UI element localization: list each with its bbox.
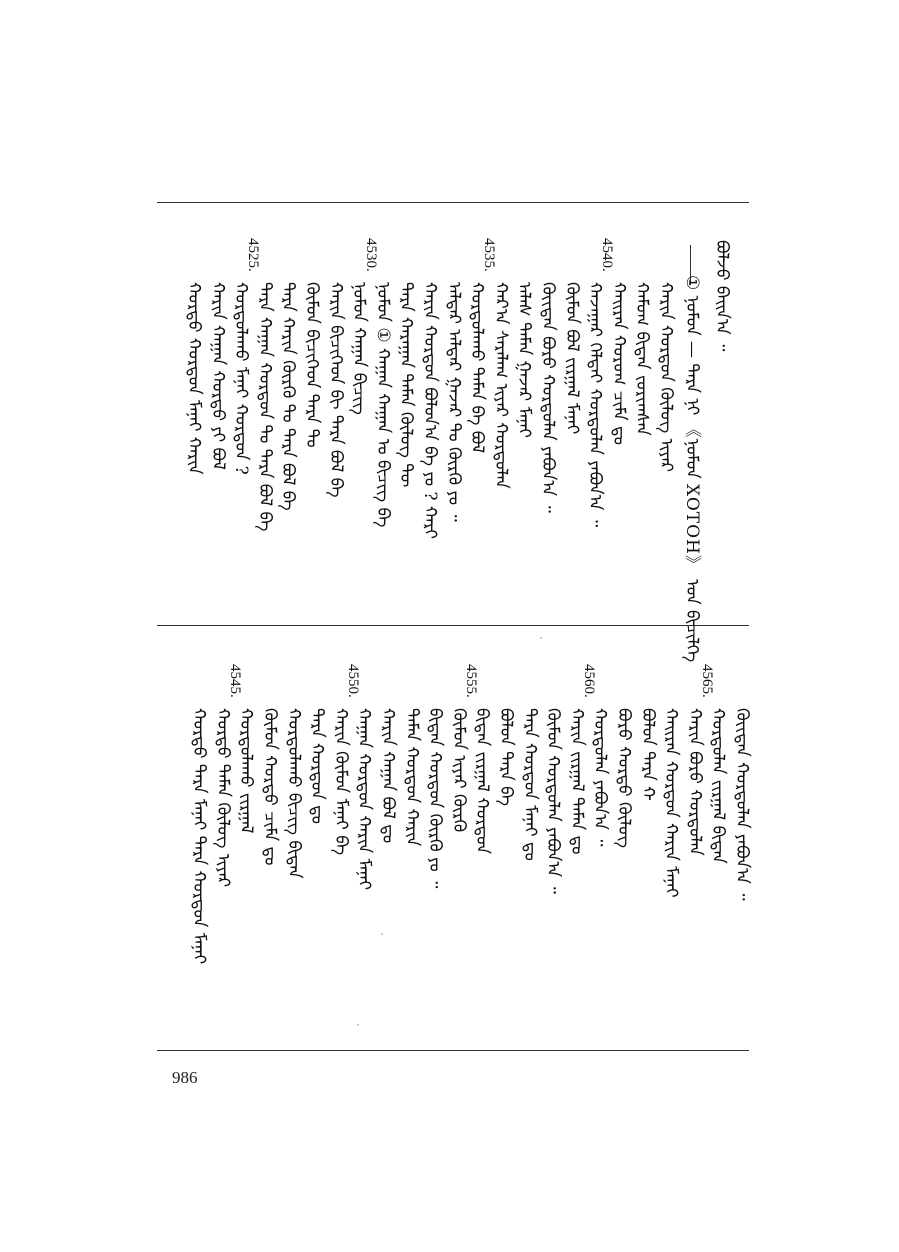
- verse-text: ᠲᠡᠷᠡ ᠬᠠᠷᠢᠨ ᠬᠦᠷᠬᠦ ᠲᠤ ᠲᠡᠷᠡ ᠪᠣᠯ ᠪᠠ: [278, 282, 299, 511]
- verse-text: ᠬᠦᠢᠲᠡᠨ ᠬᠤᠷᠳᠤᠯᠠᠨ ᠶᠠᠪᠤᠨ᠎ᠠ ᠃: [732, 708, 752, 901]
- verse-text: ᠬᠤᠷᠳᠤᠯᠠᠨ ᠶᠠᠪᠤᠨ᠎ᠠ ᠃: [590, 708, 611, 847]
- verse-text: ᠠᠯᠠᠰ ᠲᠡᠮᠡᠨ ᠭᠠᠵᠠᠷ ᠮᠠᠨᠠᠢ: [514, 282, 535, 438]
- verse-text: ᠬᠠᠢᠷᠠᠨ ᠬᠤᠷᠳᠤᠨ ᠬᠠᠷᠢᠨ ᠮᠠᠨᠠᠢ: [661, 708, 682, 898]
- verse-text: ᠲᠡᠷᠡ ᠬᠠᠷᠠᠭᠠᠨ ᠲᠡᠮᠡᠨ ᠬᠦᠯᠦᠭ ᠲᠦ: [396, 282, 417, 488]
- middle-rule: [157, 625, 749, 626]
- verse-text: ᠬᠠᠷᠢᠨ ᠵᠢᠷᠭᠠᠯ ᠲᠡᠮᠡᠨ ᠳᠤ: [566, 708, 587, 855]
- line-number: 4540.: [599, 238, 616, 272]
- verse-text: ᠬᠦᠮᠦᠨ ᠪᠢᠴᠢᠭᠡᠳ ᠲᠡᠷᠡ ᠲᠤ: [302, 282, 322, 448]
- line-number: 4565.: [698, 664, 715, 698]
- verse-text: ᠬᠦᠮᠦᠨ ᠬᠤᠷᠳᠤ ᠴᠢᠮᠡ ᠳᠤ: [260, 708, 280, 866]
- verse-text: ᠬᠦᠮᠦᠨ ᠪᠣᠯ ᠵᠢᠷᠭᠠᠯ ᠮᠠᠨᠠᠢ: [561, 282, 582, 435]
- top-rule: [157, 202, 749, 203]
- verse-text: ᠬᠠᠵᠠᠭᠠᠷ ᠬᠡᠯᠲᠡᠢ ᠬᠤᠷᠳᠤᠯᠠᠨ ᠶᠠᠪᠤᠨ᠎ᠠ ᠃: [585, 282, 606, 528]
- verse-text: ᠬᠤᠷᠳᠤᠯᠠᠬᠤ ᠪᠢᠴᠢᠭ ᠪᠢᠳᠡᠨ: [283, 708, 304, 879]
- verse-text: ᠲᠡᠷᠡ ᠬᠠᠭᠠᠨ ᠬᠤᠷᠳᠤᠨ ᠲᠤ ᠲᠡᠷᠡ ᠪᠣᠯ ᠪᠠ: [254, 282, 275, 532]
- verse-text: ᠲᠡᠷᠡ ᠬᠤᠷᠳᠤᠨ ᠮᠠᠨᠠᠢ ᠳᠤ: [519, 708, 540, 861]
- verse-text: ᠪᠢᠳᠡᠨ ᠵᠢᠷᠭᠠᠯ ᠬᠤᠷᠳᠤᠨ: [472, 708, 493, 855]
- verse-text: ᠬᠠᠷᠢᠨ ᠬᠦᠮᠦᠨ ᠮᠠᠨᠠᠢ ᠪᠠ: [330, 708, 351, 856]
- verse-text: ᠬᠠᠷᠢᠨ ᠬᠤᠷᠳᠤᠨ ᠪᠣᠯᠤᠨ᠎ᠠ ᠪᠠ ᠶᠤ ? ᠬᠠᠷᠢ: [420, 282, 440, 539]
- line-number: 4545.: [226, 664, 243, 698]
- bottom-rule: [157, 1050, 749, 1051]
- verse-text: ᠬᠠᠷᠢᠨ ᠬᠤᠷᠳᠤᠨ ᠬᠦᠯᠦᠭ ᠢᠶᠡᠷ: [656, 282, 676, 472]
- footnote-text: ① ᠨᠣᠮᠤᠨ — ᠲᠡᠷᠡ ᠨᠢ 《ᠨᠣᠮᠤᠨ XOTOH》 ᠤᠨ ᠪᠢᠴᠢᠯᠭᠡ: [682, 275, 702, 663]
- verse-text: ᠬᠤᠷᠳᠤᠯᠠᠨ ᠵᠢᠷᠭᠠᠯ ᠪᠢᠳᠡᠨ: [708, 708, 729, 864]
- line-number: 4560.: [580, 664, 597, 698]
- verse-text: ᠲᠡᠷᠡ ᠬᠤᠷᠳᠤᠨ ᠳᠤ: [307, 708, 328, 825]
- verse-text: ᠪᠣᠯᠤᠨ ᠲᠡᠷᠡ ᠪᠠ: [496, 708, 516, 807]
- verse-text: ᠪᠢᠳᠡᠨ ᠬᠤᠷᠳᠤᠨ ᠬᠦᠷᠬᠦ ᠶᠤ ᠃: [425, 708, 446, 889]
- scan-speck: [357, 1024, 359, 1026]
- verse-text: ᠬᠦᠮᠦᠨ ᠬᠤᠷᠳᠤᠯᠠᠨ ᠶᠠᠪᠤᠨ᠎ᠠ ᠃: [543, 708, 564, 894]
- verse-text: ᠬᠤᠷᠳᠤᠯᠠᠬᠤ ᠵᠢᠷᠭᠠᠯ: [236, 708, 257, 834]
- scan-speck: [381, 933, 383, 935]
- verse-text: ᠬᠤᠷᠳᠤᠯᠠᠬᠤ ᠲᠡᠮᠡᠨ ᠪᠠ ᠪᠣᠯ: [467, 282, 488, 454]
- verse-text: ᠨᠣᠮᠤᠨ ᠬᠠᠭᠠᠨ ᠪᠢᠴᠢᠭ: [349, 282, 370, 415]
- verse-text: ᠬᠤᠷᠳᠤ ᠲᠡᠮᠡᠨ ᠬᠦᠯᠦᠭ ᠢᠶᠡᠷ: [212, 708, 233, 888]
- line-number: 4555.: [462, 664, 479, 698]
- verse-text: ᠲᠡᠮᠡᠨ ᠬᠤᠷᠳᠤᠨ ᠬᠠᠷᠢᠨ: [401, 708, 422, 847]
- verse-text: ᠬᠤᠷᠳᠤ ᠬᠤᠷᠳᠤᠨ ᠮᠠᠨᠠᠢ ᠬᠠᠷᠢᠨ: [184, 282, 204, 475]
- verse-text: ᠪᠣᠯᠤᠨ ᠲᠡᠷᠡ ᠬ: [637, 708, 658, 801]
- line-number: 4535.: [481, 238, 498, 272]
- footnote-continuation-text: ᠪᠣᠯᠵᠤ ᠪᠠᠢᠨ᠎ᠠ ᠃: [712, 240, 732, 352]
- verse-text: ᠪᠣᠷᠤ ᠬᠤᠷᠳᠤ ᠬᠦᠯᠦᠭ: [614, 708, 634, 849]
- page-number: 986: [172, 1068, 198, 1087]
- line-number: 4550.: [344, 664, 361, 698]
- verse-text: ᠬᠠᠷᠢᠨ ᠬᠠᠭᠠᠨ ᠪᠣᠯ ᠳᠤ: [378, 708, 398, 844]
- verse-text: ᠬᠠᠮᠤᠭ ᠪᠢᠳᠡᠨ ᠵᠣᠷᠢᠭᠰᠠᠨ: [632, 282, 653, 436]
- verse-text: ᠬᠠᠢᠷᠠᠨ ᠬᠤᠷᠤᠭ ᠴᠢᠮᠡ ᠳᠤ: [608, 282, 629, 445]
- line-number: 4525.: [245, 238, 262, 272]
- verse-text: ᠬᠤᠷᠳᠤ ᠲᠡᠷᠡ ᠮᠠᠨᠠᠢ ᠲᠡᠷᠡ ᠬᠤᠷᠳᠤᠨ ᠮᠠᠨᠠᠢ: [189, 708, 210, 965]
- verse-text: ᠬᠠᠷᠢᠨ ᠪᠣᠷᠤ ᠬᠤᠷᠳᠤᠯᠠᠨ: [684, 708, 705, 856]
- verse-text: ᠬᠤᠷᠳᠤᠯᠠᠬᠤ ᠮᠠᠨᠠᠢ ᠬᠤᠷᠳᠤᠨ ?: [231, 282, 252, 475]
- verse-text: ᠬᠠᠷ᠎ᠠ ᠰᠠᠷᠠᠯᠠᠭ ᠢᠶᠡᠷ ᠬᠤᠷᠳᠤᠯᠠᠨ: [490, 282, 511, 489]
- scan-speck: [540, 637, 542, 639]
- verse-text: ᠬᠠᠷᠢᠨ ᠬᠠᠭᠠᠨ ᠬᠤᠷᠳᠤ ᠶᠢ ᠪᠣᠯ: [207, 282, 228, 470]
- verse-text: ᠠᠯᠳᠠᠷ ᠠᠯᠳᠠᠷ ᠭᠠᠵᠠᠷ ᠲᠤ ᠬᠦᠷᠬᠦ ᠶᠤ ᠃: [443, 282, 464, 522]
- verse-text: ᠨᠣᠮᠤᠨ ① ᠬᠠᠭᠠᠨ ᠬᠠᠭᠠᠨ ᠤ ᠪᠢᠴᠢᠭ ᠪᠠ: [372, 282, 393, 528]
- verse-text: ᠬᠦᠢᠲᠡᠨ ᠪᠣᠷᠤ ᠬᠤᠷᠳᠤᠯᠠᠨ ᠶᠠᠪᠤᠨ᠎ᠠ ᠃: [538, 282, 558, 513]
- verse-text: ᠬᠠᠭᠠᠨ ᠬᠤᠷᠳᠤᠨ ᠬᠠᠷᠢᠨ ᠮᠠᠨᠠᠢ: [354, 708, 375, 890]
- line-number: 4530.: [363, 238, 380, 272]
- verse-text: ᠬᠦᠮᠦᠨ ᠢᠶᠡᠷ ᠬᠦᠷᠬᠦ: [448, 708, 469, 833]
- verse-text: ᠬᠠᠷᠢᠨ ᠪᠢᠴᠢᠭᠡᠳ ᠪᠢ ᠲᠡᠷᠡ ᠪᠣᠯ ᠪᠠ: [325, 282, 346, 498]
